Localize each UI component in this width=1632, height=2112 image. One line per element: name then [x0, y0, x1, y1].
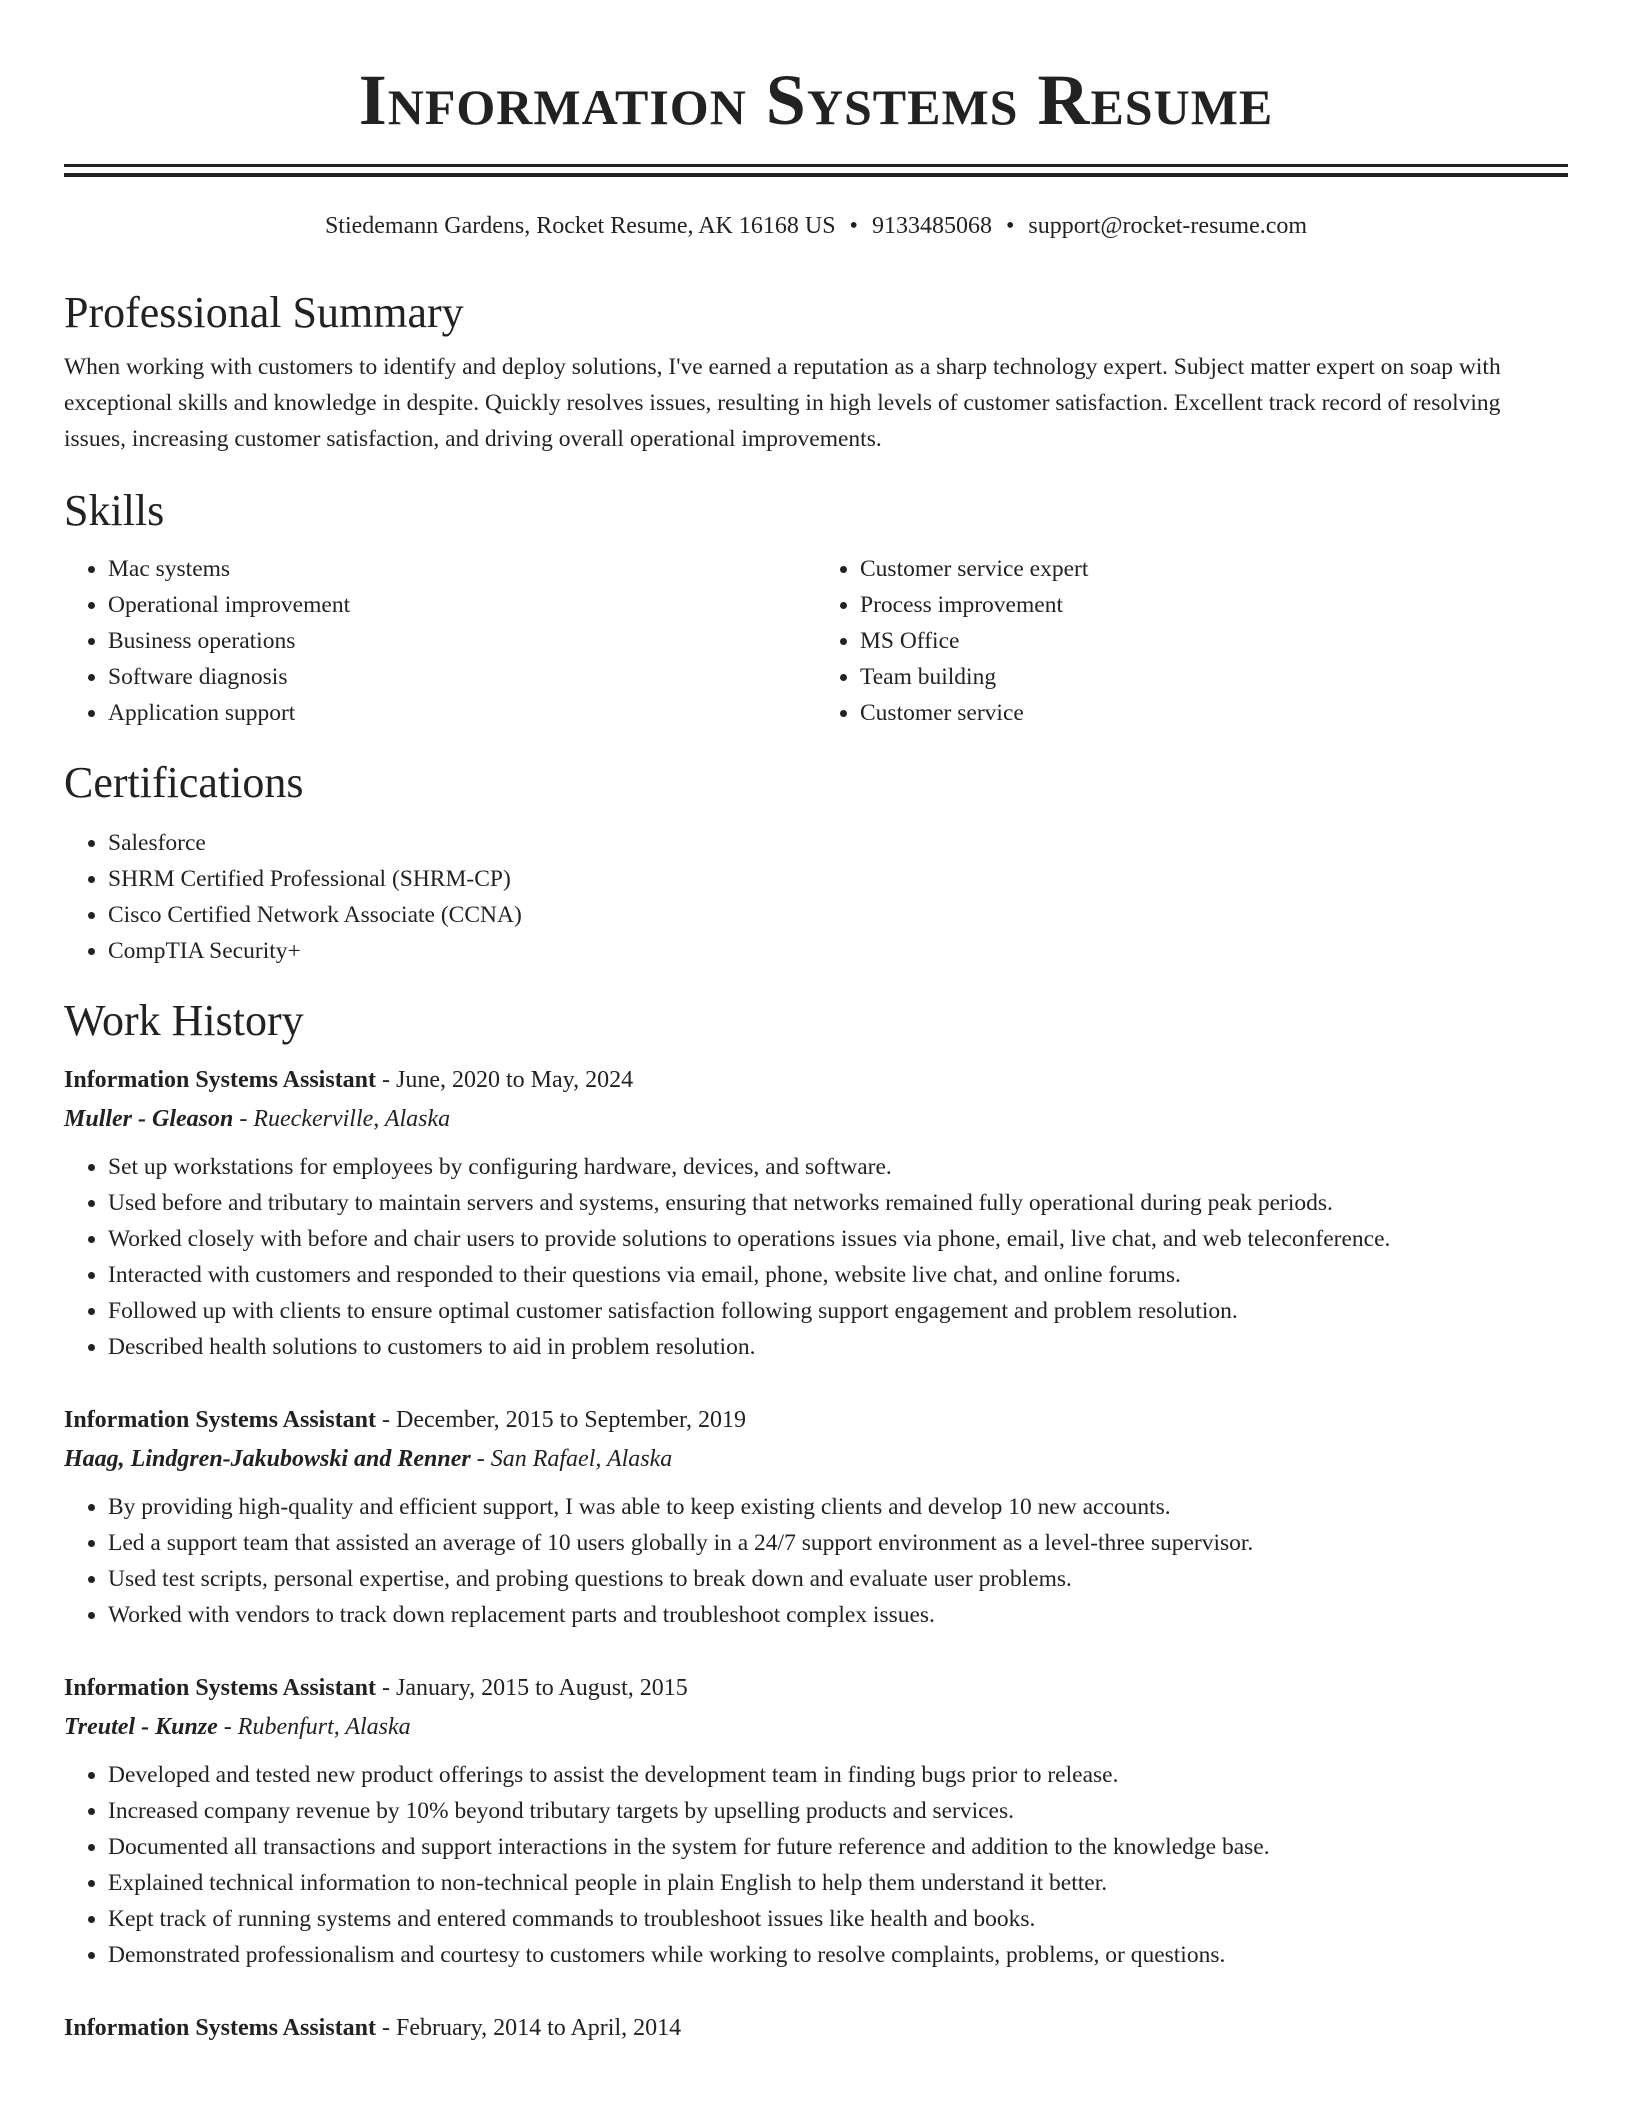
- job-title-line: [64, 1061, 1568, 1099]
- certifications-heading: Certifications: [64, 758, 304, 807]
- certifications-list: [64, 825, 1568, 969]
- job-dates: - January, 2015 to August, 2015: [382, 1675, 688, 1701]
- job-company-line: [64, 1707, 1568, 1747]
- contact-separator: •: [1005, 213, 1015, 239]
- job-bullet: • Worked closely with before and chair users to provide solutions to operations issues via phone, email, live chat, and web teleconference.: [108, 1221, 1568, 1257]
- job-entry: [64, 1061, 1568, 1365]
- skill-item: • Customer service expert: [860, 551, 1568, 587]
- contact-address: Stiedemann Gardens, Rocket Resume, AK 16168 US: [324, 213, 836, 239]
- job-title: Information Systems Assistant: [64, 1407, 377, 1433]
- job-title: Information Systems Assistant: [64, 2015, 377, 2041]
- job-bullet: • Used before and tributary to maintain servers and systems, ensuring that networks remained fully operational during peak periods.: [108, 1185, 1568, 1221]
- skills-heading: Skills: [64, 486, 165, 535]
- job-entry: [64, 1401, 1568, 1633]
- job-bullet: • Increased company revenue by 10% beyond tributary targets by upselling products and services.: [108, 1793, 1568, 1829]
- job-dates: - June, 2020 to May, 2024: [382, 1067, 634, 1093]
- certification-item: • Cisco Certified Network Associate (CCNA): [108, 897, 1568, 933]
- skill-item: • Business operations: [108, 623, 816, 659]
- job-location: - Rueckerville, Alaska: [239, 1106, 451, 1132]
- job-bullets: [64, 1757, 1568, 1973]
- job-dates: - December, 2015 to September, 2019: [382, 1407, 747, 1433]
- job-bullet: • Demonstrated professionalism and courtesy to customers while working to resolve complaints, problems, or questions.: [108, 1937, 1568, 1973]
- summary-text: When working with customers to identify and deploy solutions, I've earned a reputation as a sharp technology expert. Subject matter expert on soap with exceptional skills and knowledge in despite. Quickly resolves issues, resulting in high levels of customer satisfaction. Excellent track record of resolving issues, increasing customer satisfaction, and driving overall operational improvements.: [64, 354, 1501, 452]
- skill-item: • Operational improvement: [108, 587, 816, 623]
- job-bullet: • Led a support team that assisted an average of 10 users globally in a 24/7 support environment as a level-three supervisor.: [108, 1525, 1568, 1561]
- job-bullet: • Explained technical information to non-technical people in plain English to help them understand it better.: [108, 1865, 1568, 1901]
- job-bullet: • By providing high-quality and efficient support, I was able to keep existing clients and develop 10 new accounts.: [108, 1489, 1568, 1525]
- job-entry: [64, 1669, 1568, 1973]
- job-bullet: • Documented all transactions and support interactions in the system for future reference and addition to the knowledge base.: [108, 1829, 1568, 1865]
- certification-item: • CompTIA Security+: [108, 933, 1568, 969]
- skill-item: • MS Office: [860, 623, 1568, 659]
- certification-item: • SHRM Certified Professional (SHRM-CP): [108, 861, 1568, 897]
- skills-list-right: [816, 551, 1568, 731]
- job-title-line: [64, 1401, 1568, 1439]
- job-title: Information Systems Assistant: [64, 1067, 377, 1093]
- job-title-line: [64, 2009, 1568, 2047]
- skills-columns: [64, 551, 1568, 731]
- skill-item: • Application support: [108, 695, 816, 731]
- job-bullet: • Described health solutions to customers to aid in problem resolution.: [108, 1329, 1568, 1365]
- certification-item: • Salesforce: [108, 825, 1568, 861]
- title-rule-top: [64, 164, 1568, 167]
- job-company: Treutel - Kunze: [64, 1714, 218, 1740]
- job-bullet: • Interacted with customers and responded to their questions via email, phone, website live chat, and online forums.: [108, 1257, 1568, 1293]
- job-bullets: [64, 1489, 1568, 1633]
- skills-list-left: [64, 551, 816, 731]
- skill-item: • Process improvement: [860, 587, 1568, 623]
- title-rule-bottom: [64, 173, 1568, 177]
- contact-phone: 9133485068: [871, 213, 992, 239]
- job-company: Haag, Lindgren-Jakubowski and Renner: [64, 1446, 471, 1472]
- summary-heading: Professional Summary: [64, 288, 464, 337]
- job-entry: [64, 2009, 1568, 2047]
- job-location: - San Rafael, Alaska: [476, 1446, 673, 1472]
- skill-item: • Mac systems: [108, 551, 816, 587]
- job-location: - Rubenfurt, Alaska: [223, 1714, 411, 1740]
- job-bullet: • Followed up with clients to ensure optimal customer satisfaction following support engagement and problem resolution.: [108, 1293, 1568, 1329]
- job-company-line: [64, 1099, 1568, 1139]
- skill-item: • Customer service: [860, 695, 1568, 731]
- job-bullet: • Used test scripts, personal expertise, and probing questions to break down and evaluate user problems.: [108, 1561, 1568, 1597]
- skill-item: • Software diagnosis: [108, 659, 816, 695]
- job-dates: - February, 2014 to April, 2014: [382, 2015, 682, 2041]
- contact-line: [64, 211, 1568, 241]
- job-bullet: • Set up workstations for employees by configuring hardware, devices, and software.: [108, 1149, 1568, 1185]
- job-bullet: • Kept track of running systems and entered commands to troubleshoot issues like health and books.: [108, 1901, 1568, 1937]
- job-bullet: • Developed and tested new product offerings to assist the development team in finding bugs prior to release.: [108, 1757, 1568, 1793]
- skill-item: • Team building: [860, 659, 1568, 695]
- job-company-line: [64, 1439, 1568, 1479]
- work-history-heading: Work History: [64, 996, 304, 1045]
- job-bullet: • Worked with vendors to track down replacement parts and troubleshoot complex issues.: [108, 1597, 1568, 1633]
- contact-email: support@rocket-resume.com: [1028, 213, 1308, 239]
- job-title: Information Systems Assistant: [64, 1675, 377, 1701]
- contact-separator: •: [849, 213, 858, 239]
- job-bullets: [64, 1149, 1568, 1365]
- job-company: Muller - Gleason: [64, 1106, 234, 1132]
- job-title-line: [64, 1669, 1568, 1707]
- resume-title: Information Systems Resume: [358, 60, 1274, 140]
